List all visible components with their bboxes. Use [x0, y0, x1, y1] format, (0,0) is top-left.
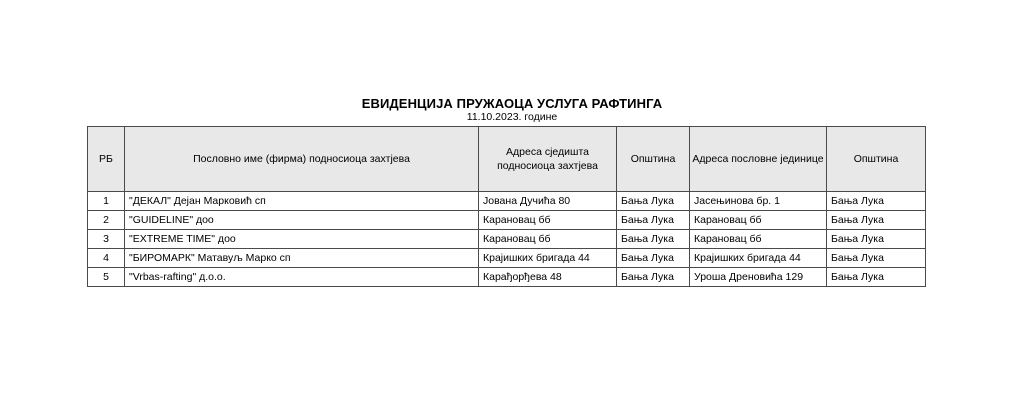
table-row — [88, 249, 926, 268]
cell-rb: 1 — [88, 192, 125, 211]
rafting-providers-table — [87, 126, 926, 287]
cell-unit-municipality: Бања Лука — [827, 211, 926, 230]
table-row — [88, 192, 926, 211]
table-row — [88, 268, 926, 287]
cell-business-name: "ДЕКАЛ" Дејан Марковић сп — [125, 192, 479, 211]
cell-seat-address: Јована Дучића 80 — [479, 192, 617, 211]
cell-rb: 2 — [88, 211, 125, 230]
cell-municipality: Бања Лука — [617, 230, 690, 249]
cell-seat-address: Карађорђева 48 — [479, 268, 617, 287]
cell-unit-address: Карановац бб — [690, 230, 827, 249]
table-header-row — [88, 127, 926, 192]
cell-business-name: "БИРОМАРК" Матавуљ Марко сп — [125, 249, 479, 268]
cell-rb: 3 — [88, 230, 125, 249]
cell-unit-municipality: Бања Лука — [827, 268, 926, 287]
cell-seat-address: Карановац бб — [479, 230, 617, 249]
cell-unit-address: Уроша Дреновића 129 — [690, 268, 827, 287]
cell-seat-address: Карановац бб — [479, 211, 617, 230]
cell-unit-address: Крајишких бригада 44 — [690, 249, 827, 268]
cell-municipality: Бања Лука — [617, 268, 690, 287]
cell-rb: 5 — [88, 268, 125, 287]
cell-business-name: "EXTREME TIME" доо — [125, 230, 479, 249]
cell-seat-address: Крајишких бригада 44 — [479, 249, 617, 268]
document-date: 11.10.2023. године — [466, 111, 558, 123]
cell-unit-municipality: Бања Лука — [827, 192, 926, 211]
header-municipality: Општина — [617, 127, 690, 192]
cell-municipality: Бања Лука — [617, 192, 690, 211]
cell-unit-municipality: Бања Лука — [827, 230, 926, 249]
header-rb: РБ — [88, 127, 125, 192]
cell-unit-address: Јасењинова бр. 1 — [690, 192, 827, 211]
cell-municipality: Бања Лука — [617, 249, 690, 268]
table-row — [88, 211, 926, 230]
header-unit-address: Адреса пословне јединице — [690, 127, 827, 192]
cell-unit-municipality: Бања Лука — [827, 249, 926, 268]
table-row — [88, 230, 926, 249]
header-business-name: Пословно име (фирма) подносиоца захтјева — [125, 127, 479, 192]
header-seat-address: Адреса сједишта подносиоца захтјева — [479, 127, 617, 192]
document-title: ЕВИДЕНЦИЈА ПРУЖАОЦА УСЛУГА РАФТИНГА — [361, 96, 663, 111]
cell-business-name: "Vrbas-rafting" д.о.о. — [125, 268, 479, 287]
header-unit-municipality: Општина — [827, 127, 926, 192]
cell-municipality: Бања Лука — [617, 211, 690, 230]
cell-business-name: "GUIDELINE" доо — [125, 211, 479, 230]
cell-unit-address: Карановац бб — [690, 211, 827, 230]
cell-rb: 4 — [88, 249, 125, 268]
